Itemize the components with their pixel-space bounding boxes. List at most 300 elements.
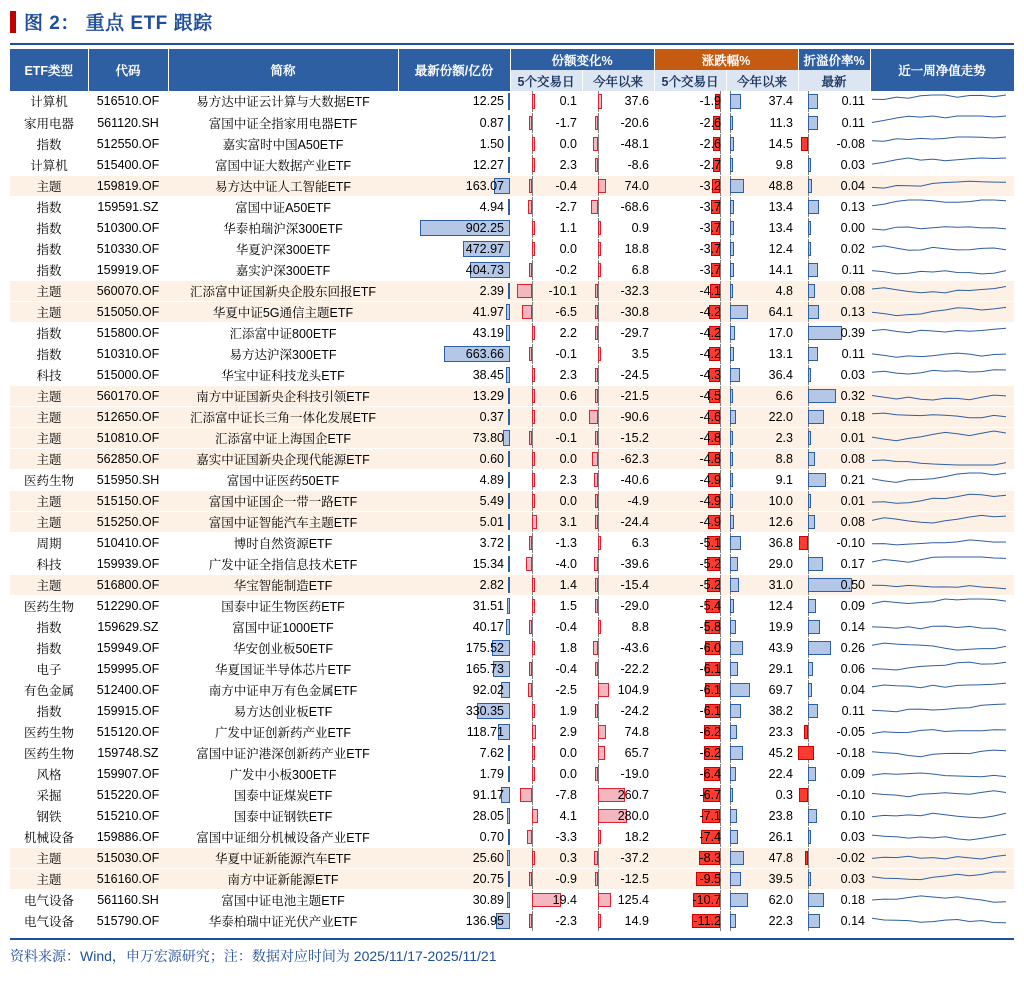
value-text: -0.9 [555,871,577,886]
cell-type: 主题 [10,406,88,427]
cell-name: 华夏中证5G通信主题ETF [168,301,398,322]
cell-code: 510310.OF [88,343,168,364]
cell-share-5d [510,406,582,427]
table-row [10,133,1014,154]
nav-sparkline [870,805,1014,826]
cell-code: 515050.OF [88,301,168,322]
value-text: 1.4 [559,577,577,592]
cell-return-ytd [726,553,798,574]
value-text: 260.7 [617,787,649,802]
value-text: -0.10 [836,787,865,802]
value-text: -43.6 [620,640,649,655]
value-text: 26.1 [768,829,793,844]
cell-type: 指数 [10,133,88,154]
cell-return-ytd [726,889,798,910]
cell-share-5d [510,763,582,784]
cell-return-ytd [726,427,798,448]
group-premium: 折溢价率% [798,49,870,70]
nav-sparkline [870,301,1014,322]
table-row [10,763,1014,784]
share-value: 0.60 [479,451,504,466]
etf-table [10,49,1015,932]
cell-type: 指数 [10,238,88,259]
share-value: 13.29 [472,388,504,403]
cell-name: 富国中证电池主题ETF [168,889,398,910]
value-text: -1.3 [555,535,577,550]
cell-return-ytd [726,490,798,511]
share-value: 30.89 [472,892,504,907]
cell-share [398,322,510,343]
cell-share-ytd [582,658,654,679]
value-text: -90.6 [620,409,649,424]
share-value: 31.51 [472,598,504,613]
cell-share-5d [510,217,582,238]
cell-code: 159939.OF [88,553,168,574]
cell-code: 159907.OF [88,763,168,784]
cell-share [398,826,510,847]
cell-code: 512290.OF [88,595,168,616]
share-value: 25.60 [472,850,504,865]
share-value: 5.01 [479,514,504,529]
title-divider [10,43,1014,45]
value-text: 0.03 [840,157,865,172]
value-text: 13.4 [768,199,793,214]
cell-share-5d [510,868,582,889]
value-text: 0.03 [840,829,865,844]
cell-share-5d [510,280,582,301]
share-value: 1.79 [479,766,504,781]
cell-name: 易方达创业板ETF [168,700,398,721]
value-text: 64.1 [768,304,793,319]
cell-share-ytd [582,721,654,742]
value-text: 9.1 [775,472,793,487]
value-text: 0.04 [840,178,865,193]
premium-cell [798,133,870,154]
value-text: 0.03 [840,367,865,382]
value-text: -22.2 [620,661,649,676]
share-value: 472.97 [465,241,504,256]
cell-share-5d [510,343,582,364]
value-text: 0.11 [841,262,865,277]
share-value: 0.70 [479,829,504,844]
value-text: 0.0 [559,409,577,424]
cell-return-ytd [726,532,798,553]
cell-return-ytd [726,301,798,322]
cell-share-ytd [582,574,654,595]
cell-return-5d [654,343,726,364]
share-value: 91.17 [472,787,504,802]
share-value: 0.37 [479,409,504,424]
cell-name: 华夏国证半导体芯片ETF [168,658,398,679]
value-text: 0.6 [559,388,577,403]
value-text: -29.7 [620,325,649,340]
value-text: -4.2 [699,304,721,319]
cell-code: 159886.OF [88,826,168,847]
col-name: 简称 [168,49,398,91]
figure-title-row [0,0,1024,41]
premium-cell [798,910,870,931]
cell-share-ytd [582,616,654,637]
value-text: 1.9 [559,703,577,718]
cell-name: 富国中证大数据产业ETF [168,154,398,175]
cell-type: 周期 [10,532,88,553]
share-value: 136.95 [465,913,504,928]
cell-share-5d [510,469,582,490]
value-text: -6.2 [699,745,721,760]
value-text: -3.2 [699,178,721,193]
cell-code: 159748.SZ [88,742,168,763]
cell-return-5d [654,784,726,805]
value-text: 74.0 [624,178,649,193]
share-value: 4.94 [479,199,504,214]
cell-share [398,637,510,658]
value-text: 13.1 [768,346,793,361]
value-text: -10.1 [548,283,577,298]
cell-code: 516510.OF [88,91,168,112]
value-text: -4.0 [555,556,577,571]
value-text: 18.8 [624,241,649,256]
cell-share [398,553,510,574]
value-text: 2.3 [775,430,793,445]
table-head [10,49,1014,91]
nav-sparkline [870,700,1014,721]
table-row [10,826,1014,847]
value-text: 280.0 [617,808,649,823]
cell-type: 主题 [10,868,88,889]
cell-code: 159949.OF [88,637,168,658]
title-accent-bar [10,11,16,33]
cell-return-5d [654,658,726,679]
value-text: 125.4 [617,892,649,907]
cell-share-5d [510,826,582,847]
value-text: -4.9 [699,493,721,508]
value-text: 1.8 [559,640,577,655]
value-text: 0.09 [840,766,865,781]
value-text: -10.7 [692,892,721,907]
cell-share [398,700,510,721]
value-text: -5.1 [699,535,721,550]
cell-return-ytd [726,805,798,826]
cell-return-ytd [726,322,798,343]
nav-sparkline [870,448,1014,469]
table-row [10,910,1014,931]
nav-sparkline [870,763,1014,784]
cell-return-ytd [726,595,798,616]
cell-code: 159591.SZ [88,196,168,217]
col-type: ETF类型 [10,49,88,91]
premium-cell [798,616,870,637]
cell-type: 主题 [10,280,88,301]
cell-return-ytd [726,196,798,217]
cell-share [398,595,510,616]
nav-sparkline [870,364,1014,385]
value-text: 8.8 [775,451,793,466]
table-row [10,238,1014,259]
value-text: -21.5 [620,388,649,403]
cell-share-ytd [582,175,654,196]
premium-cell [798,217,870,238]
cell-type: 医药生物 [10,721,88,742]
cell-share [398,721,510,742]
value-text: -0.4 [555,661,577,676]
value-text: 9.8 [775,157,793,172]
value-text: 62.0 [768,892,793,907]
cell-return-5d [654,301,726,322]
cell-return-ytd [726,259,798,280]
value-text: 0.0 [559,136,577,151]
table-row [10,385,1014,406]
premium-cell [798,469,870,490]
col-share: 最新份额/亿份 [398,49,510,91]
share-value: 41.97 [472,304,504,319]
cell-share-5d [510,364,582,385]
nav-sparkline [870,385,1014,406]
share-value: 2.82 [479,577,504,592]
share-value: 902.25 [465,220,504,235]
value-text: 0.17 [840,556,865,571]
value-text: -24.5 [620,367,649,382]
value-text: -4.8 [699,451,721,466]
cell-code: 515800.OF [88,322,168,343]
table-row [10,364,1014,385]
cell-share-ytd [582,406,654,427]
cell-return-5d [654,154,726,175]
share-value: 175.52 [465,640,504,655]
premium-cell [798,532,870,553]
share-value: 38.45 [472,367,504,382]
value-text: -3.7 [699,220,721,235]
cell-share [398,679,510,700]
cell-share-ytd [582,868,654,889]
value-text: -4.2 [699,325,721,340]
nav-sparkline [870,112,1014,133]
value-text: 0.3 [559,850,577,865]
col-code: 代码 [88,49,168,91]
cell-name: 富国中证医药50ETF [168,469,398,490]
table-row [10,637,1014,658]
cell-share-ytd [582,469,654,490]
premium-cell [798,805,870,826]
cell-name: 南方中证新能源ETF [168,868,398,889]
table-row [10,427,1014,448]
cell-code: 561160.SH [88,889,168,910]
cell-share [398,217,510,238]
cell-type: 钢铁 [10,805,88,826]
value-text: 37.4 [768,94,793,109]
cell-share-ytd [582,742,654,763]
cell-share-5d [510,616,582,637]
cell-return-5d [654,511,726,532]
value-text: 1.5 [559,598,577,613]
value-text: -6.2 [699,724,721,739]
cell-share-5d [510,721,582,742]
cell-share-ytd [582,112,654,133]
value-text: 29.0 [768,556,793,571]
cell-share [398,385,510,406]
value-text: -6.1 [699,661,721,676]
cell-return-5d [654,175,726,196]
value-text: -15.2 [620,430,649,445]
premium-cell [798,490,870,511]
premium-cell [798,742,870,763]
cell-return-ytd [726,280,798,301]
share-value: 0.87 [479,115,504,130]
cell-return-5d [654,490,726,511]
table-row [10,805,1014,826]
cell-share-5d [510,805,582,826]
table-row [10,616,1014,637]
share-value: 28.05 [472,808,504,823]
cell-share-ytd [582,385,654,406]
value-text: 4.1 [559,808,577,823]
value-text: 48.8 [768,178,793,193]
share-value: 73.80 [472,430,504,445]
value-text: -0.4 [555,178,577,193]
cell-return-5d [654,259,726,280]
cell-type: 主题 [10,448,88,469]
premium-cell [798,574,870,595]
value-text: -40.6 [620,472,649,487]
cell-share-ytd [582,679,654,700]
cell-code: 515000.OF [88,364,168,385]
value-text: 37.6 [624,94,649,109]
premium-cell [798,658,870,679]
sub-share-ytd: 今年以来 [582,70,654,91]
cell-code: 515400.OF [88,154,168,175]
value-text: 2.3 [559,157,577,172]
value-text: 0.06 [840,661,865,676]
cell-share-ytd [582,343,654,364]
value-text: 36.8 [768,535,793,550]
nav-sparkline [870,742,1014,763]
cell-share-ytd [582,364,654,385]
value-text: 14.9 [624,913,649,928]
cell-share-ytd [582,280,654,301]
cell-name: 广发中证创新药产业ETF [168,721,398,742]
share-value: 404.73 [465,262,504,277]
share-value: 3.72 [479,535,504,550]
cell-share-ytd [582,553,654,574]
share-value: 40.17 [472,619,504,634]
cell-code: 159915.OF [88,700,168,721]
cell-name: 国泰中证煤炭ETF [168,784,398,805]
cell-code: 515250.OF [88,511,168,532]
value-text: -1.9 [699,94,721,109]
cell-share-ytd [582,448,654,469]
share-value: 165.73 [465,661,504,676]
cell-share-5d [510,91,582,112]
cell-share-ytd [582,91,654,112]
cell-name: 易方达中证人工智能ETF [168,175,398,196]
value-text: -5.2 [699,556,721,571]
cell-share-5d [510,679,582,700]
value-text: -1.7 [555,115,577,130]
sub-premium-latest: 最新 [798,70,870,91]
cell-type: 家用电器 [10,112,88,133]
cell-type: 计算机 [10,154,88,175]
table-row [10,259,1014,280]
table-row [10,154,1014,175]
group-share-change: 份额变化% [510,49,654,70]
premium-cell [798,196,870,217]
value-text: 39.5 [768,871,793,886]
value-text: 10.0 [768,493,793,508]
cell-name: 南方中证申万有色金属ETF [168,679,398,700]
table-row [10,595,1014,616]
cell-return-ytd [726,511,798,532]
nav-sparkline [870,406,1014,427]
value-text: 0.08 [840,451,865,466]
table-row [10,280,1014,301]
value-text: 2.9 [559,724,577,739]
premium-cell [798,322,870,343]
cell-return-ytd [726,385,798,406]
value-text: -2.6 [699,136,721,151]
cell-share [398,469,510,490]
value-text: 65.7 [624,745,649,760]
cell-type: 指数 [10,616,88,637]
table-row [10,721,1014,742]
value-text: 11.3 [769,115,793,130]
value-text: 0.18 [840,409,865,424]
cell-share-5d [510,511,582,532]
cell-share-ytd [582,511,654,532]
value-text: -4.9 [699,514,721,529]
table-row [10,301,1014,322]
premium-cell [798,238,870,259]
value-text: -6.7 [699,787,721,802]
cell-share-ytd [582,196,654,217]
value-text: -11.2 [693,913,721,928]
value-text: 104.9 [617,682,649,697]
cell-return-ytd [726,112,798,133]
table-row [10,448,1014,469]
cell-name: 汇添富中证800ETF [168,322,398,343]
cell-type: 医药生物 [10,742,88,763]
value-text: 14.5 [768,136,793,151]
cell-share-5d [510,637,582,658]
value-text: -39.6 [620,556,649,571]
value-text: 0.14 [840,619,865,634]
value-text: -6.4 [699,766,721,781]
cell-return-5d [654,448,726,469]
share-value: 2.39 [479,283,504,298]
cell-return-5d [654,427,726,448]
value-text: 0.08 [840,514,865,529]
cell-share [398,763,510,784]
value-text: -37.2 [620,850,649,865]
value-text: 0.01 [840,430,865,445]
value-text: 45.2 [768,745,793,760]
sub-return-5d: 5个交易日 [654,70,726,91]
cell-share-ytd [582,763,654,784]
cell-code: 515950.SH [88,469,168,490]
nav-sparkline [870,679,1014,700]
value-text: -0.1 [555,346,577,361]
cell-code: 515150.OF [88,490,168,511]
cell-share-5d [510,574,582,595]
nav-sparkline [870,133,1014,154]
cell-name: 国泰中证钢铁ETF [168,805,398,826]
value-text: -8.3 [699,850,721,865]
cell-type: 计算机 [10,91,88,112]
nav-sparkline [870,238,1014,259]
premium-cell [798,595,870,616]
cell-share-5d [510,196,582,217]
cell-return-5d [654,112,726,133]
cell-return-ytd [726,763,798,784]
value-text: 23.8 [768,808,793,823]
